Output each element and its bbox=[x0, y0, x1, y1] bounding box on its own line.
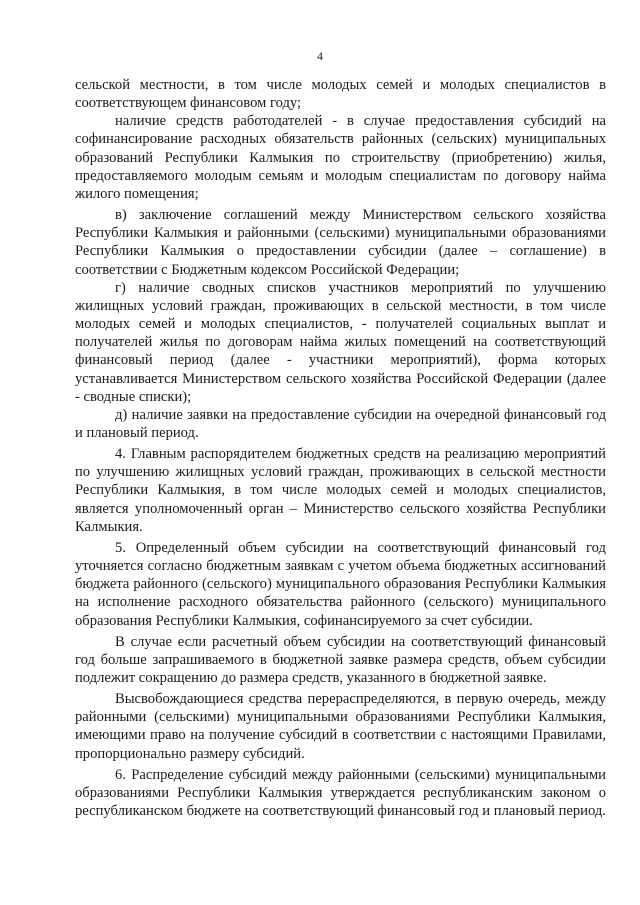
paragraph-10: 6. Распределение субсидий между районными (сельскими) муниципальными образованиями Республики Калмыкия утверждается республиканским законом о республиканском бюджете на соответствующий финансовый год и плановый период. bbox=[75, 766, 606, 820]
document-body bbox=[75, 76, 606, 820]
paragraph-6: 4. Главным распорядителем бюджетных средств на реализацию мероприятий по улучшению жилищных условий граждан, проживающих в сельской местности Республики Калмыкия, в том числе молодых семей и молодых специалистов, является уполномоченный орган – Министерство сельского хозяйства Республики Калмыкия. bbox=[75, 446, 606, 535]
paragraph-3: в) заключение соглашений между Министерством сельского хозяйства Республики Калмыкия и районными (сельскими) муниципальными образованиями Республики Калмыкия о предоставлении субсидии (далее – соглашение) в соответствии с Бюджетным кодексом Российской Федерации; bbox=[75, 207, 606, 278]
paragraph-1: сельской местности, в том числе молодых семей и молодых специалистов в соответствующем финансовом году; bbox=[75, 77, 606, 112]
paragraph-2: наличие средств работодателей - в случае предоставления субсидий на софинансирование расходных обязательств районных (сельских) муниципальных образований Республики Калмыкия по строительству (приобретению) жилья, предоставляемого молодым семьям и молодым специалистам по договору найма жилого помещения; bbox=[75, 113, 606, 202]
paragraph-8: В случае если расчетный объем субсидии на соответствующий финансовый год больше запрашиваемого в бюджетной заявке размера средств, объем субсидии подлежит сокращению до размера средств, указанного в бюджетной заявке. bbox=[75, 633, 606, 686]
paragraph-7: 5. Определенный объем субсидии на соответствующий финансовый год уточняется согласно бюджетным заявкам с учетом объема бюджетных ассигнований бюджета районного (сельского) муниципального образования Республики Калмыкия на исполнение расходного обязательства районного (сельского) муниципального образования Республики Калмыкия, софинансируемого за счет субсидии. bbox=[75, 539, 606, 629]
paragraph-5: д) наличие заявки на предоставление субсидии на очередной финансовый год и плановый период. bbox=[75, 406, 606, 441]
paragraph-9: Высвобождающиеся средства перераспределяются, в первую очередь, между районными (сельскими) муниципальными образованиями Республики Калмыкия, имеющими право на получение субсидий в соответствии с настоящими Правилами, пропорционально размеру субсидий. bbox=[75, 691, 606, 762]
page-number: 4 bbox=[317, 49, 323, 63]
paragraph-4: г) наличие сводных списков участников мероприятий по улучшению жилищных условий граждан, проживающих в сельской местности, в том числе молодых семей и молодых специалистов, - получателей социальных выплат и получателей жилья по договорам найма жилых помещений на соответствующий финансовый период (далее - участники мероприятий), форма которых устанавливается Министерством сельского хозяйства Российской Федерации (далее - сводные списки); bbox=[75, 279, 606, 405]
